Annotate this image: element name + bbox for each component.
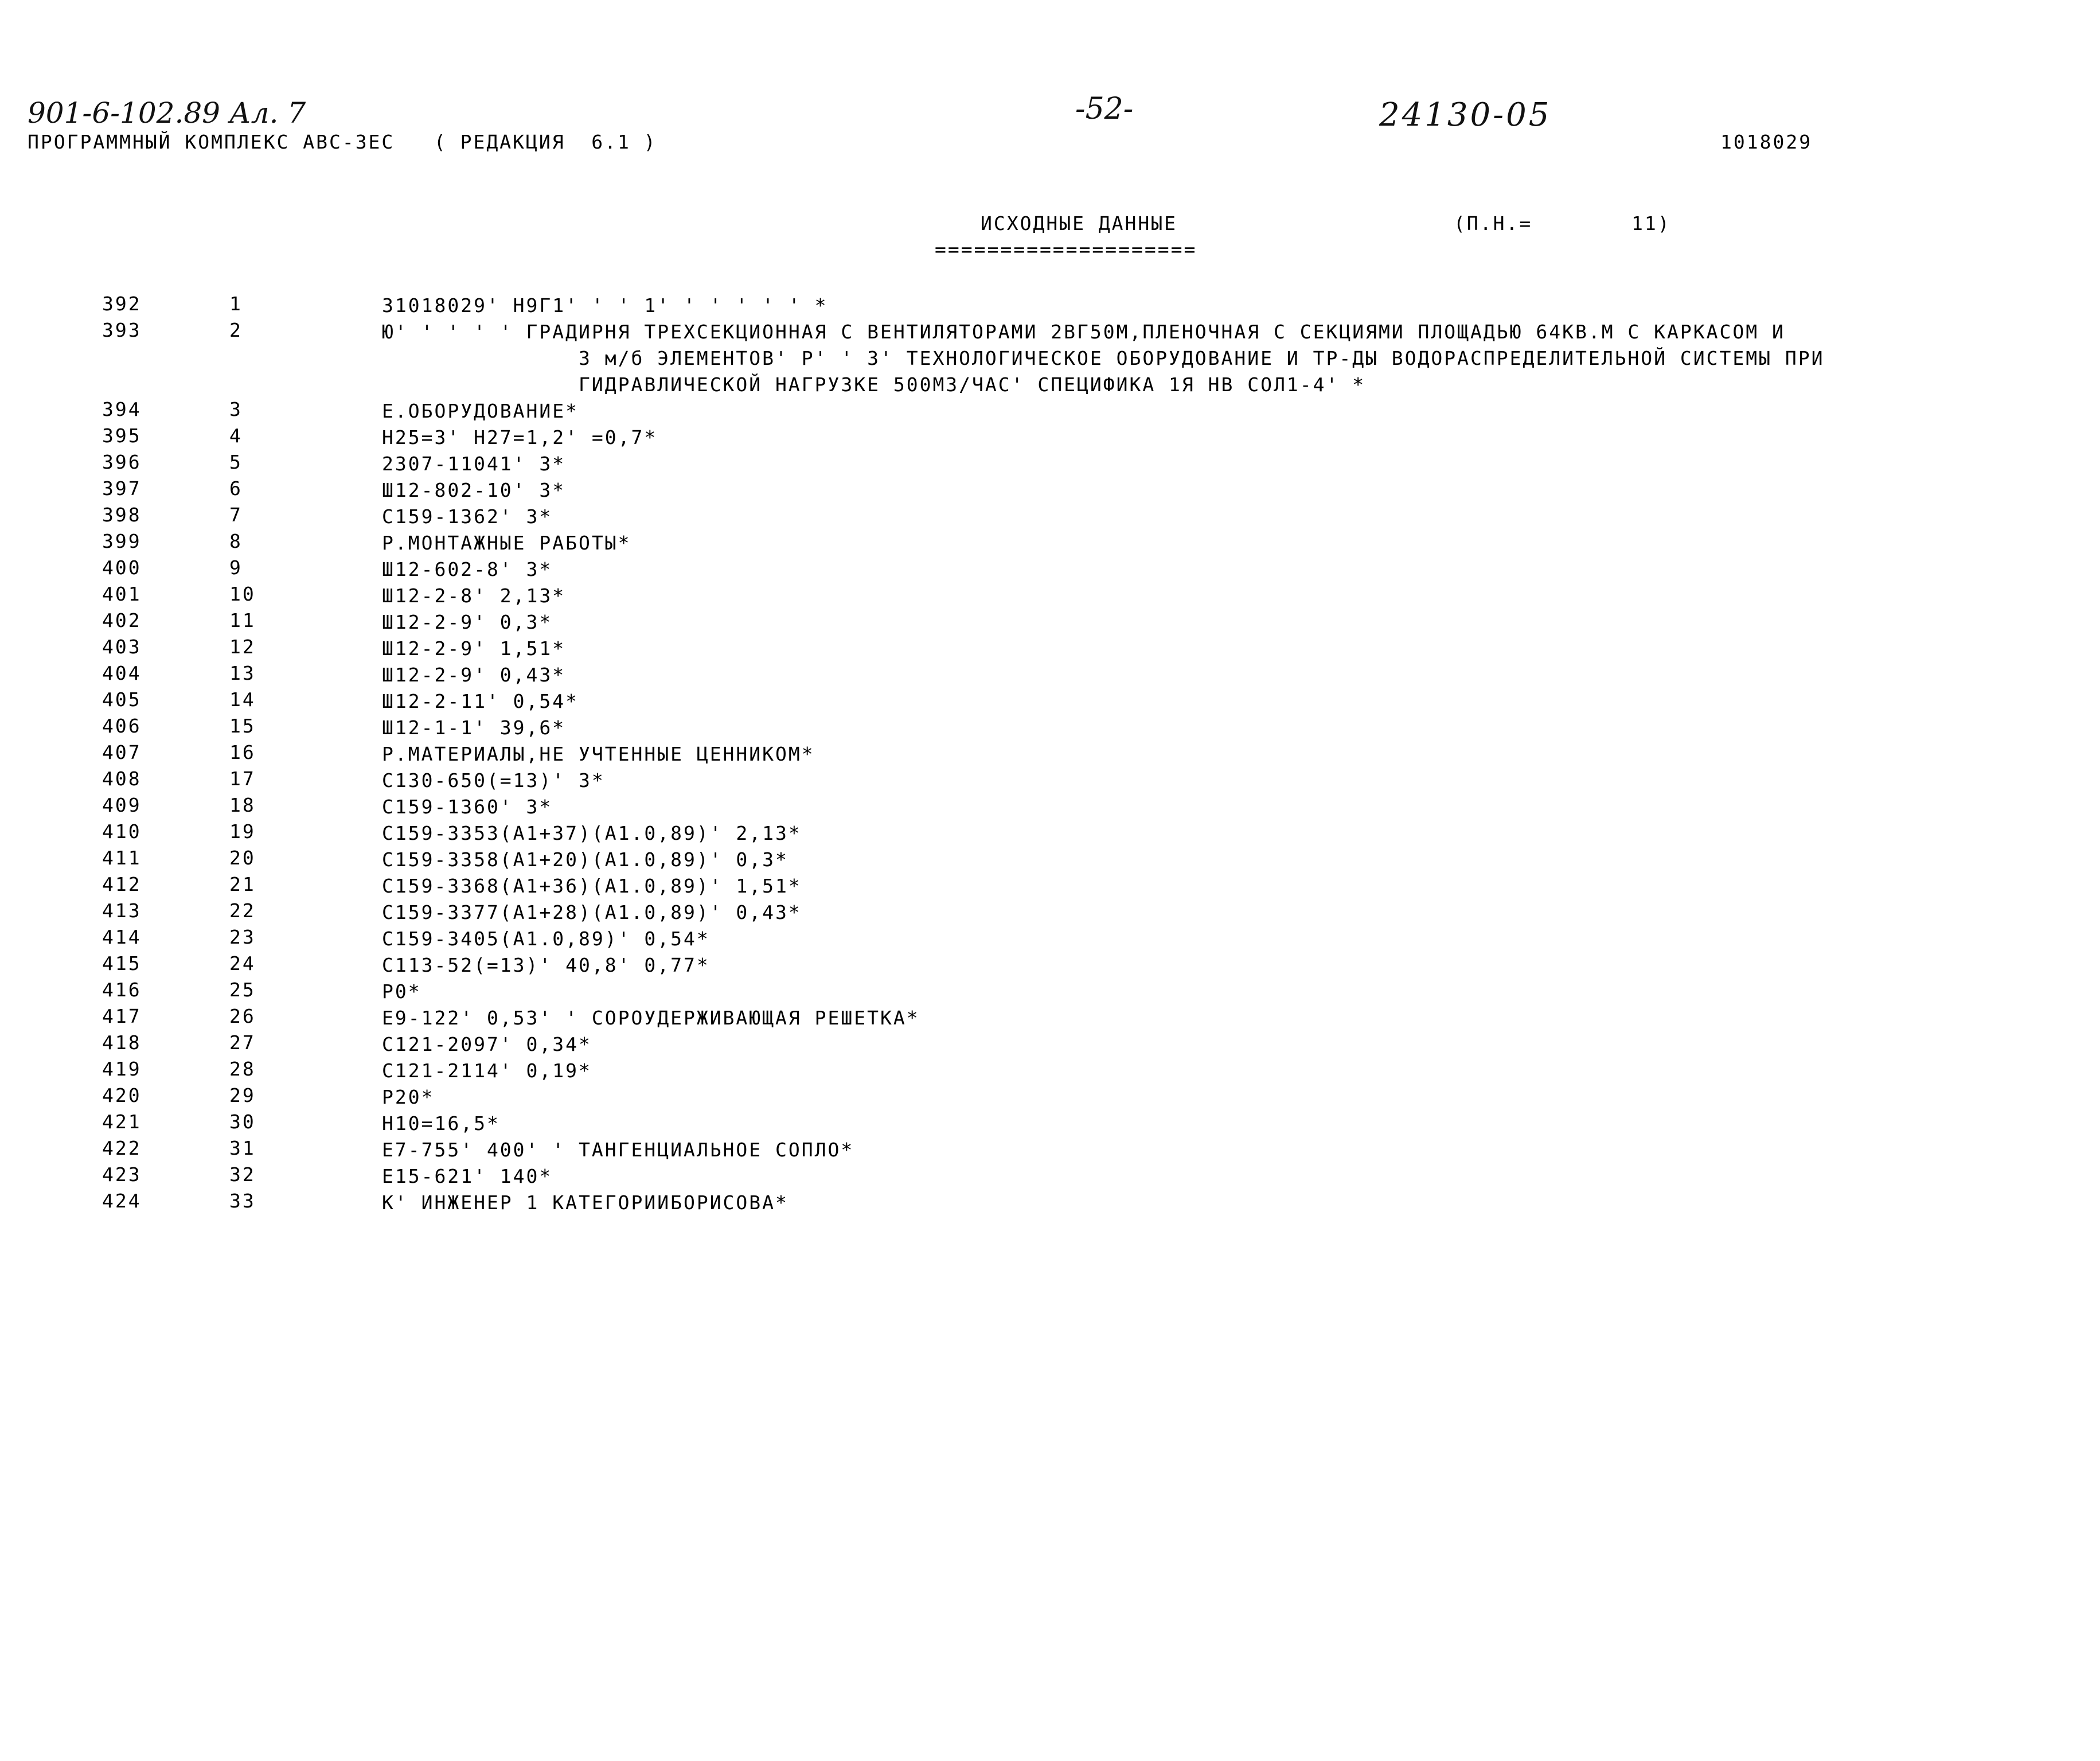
line-number: 393	[102, 319, 142, 341]
line-number: 413	[102, 899, 142, 922]
record-text: Н25=3' Н27=1,2' =0,7*	[382, 426, 658, 449]
line-number: 412	[102, 873, 142, 895]
record-text: Е.ОБОРУДОВАНИЕ*	[382, 400, 579, 422]
sequence-number: 21	[229, 873, 256, 895]
record-text: С159-1360' 3*	[382, 796, 553, 818]
line-number: 415	[102, 952, 142, 975]
record-text: Ш12-1-1' 39,6*	[382, 716, 566, 739]
record-text: Н10=16,5*	[382, 1112, 500, 1135]
line-number: 397	[102, 477, 142, 500]
line-number: 392	[102, 293, 142, 315]
sequence-number: 29	[229, 1084, 256, 1107]
listing-row	[0, 398, 2100, 424]
sequence-number: 8	[229, 530, 243, 552]
sequence-number: 19	[229, 820, 256, 843]
record-text: С159-3405(А1.0,89)' 0,54*	[382, 928, 710, 950]
line-number: 396	[102, 451, 142, 473]
listing-row	[0, 820, 2100, 847]
sequence-number: 11	[229, 609, 256, 632]
sequence-number: 18	[229, 794, 256, 816]
sequence-number: 14	[229, 688, 256, 711]
line-number: 423	[102, 1163, 142, 1186]
line-number: 422	[102, 1137, 142, 1159]
listing-row	[0, 609, 2100, 636]
sequence-number: 23	[229, 926, 256, 948]
line-number: 408	[102, 767, 142, 790]
listing-row	[0, 794, 2100, 820]
record-text: К' ИНЖЕНЕР 1 КАТЕГОРИИБОРИСОВА*	[382, 1191, 789, 1214]
sequence-number: 26	[229, 1005, 256, 1027]
listing-row	[0, 530, 2100, 556]
listing-row	[0, 1111, 2100, 1137]
line-number: 404	[102, 662, 142, 684]
record-text: Е9-122' 0,53' ' СОРОУДЕРЖИВАЮЩАЯ РЕШЕТКА*	[382, 1007, 920, 1029]
record-text: Ш12-2-9' 1,51*	[382, 637, 566, 660]
line-number: 417	[102, 1005, 142, 1027]
listing-row	[0, 319, 2100, 398]
param-value: 11)	[1631, 212, 1671, 235]
listing-row	[0, 556, 2100, 583]
record-text: С130-650(=13)' 3*	[382, 769, 605, 792]
listing-row	[0, 1137, 2100, 1163]
record-text: С159-3377(А1+28)(А1.0,89)' 0,43*	[382, 901, 802, 924]
listing-row	[0, 1190, 2100, 1216]
sequence-number: 20	[229, 847, 256, 869]
record-text: Ш12-2-9' 0,3*	[382, 611, 553, 633]
line-number: 424	[102, 1190, 142, 1212]
sequence-number: 10	[229, 583, 256, 605]
sequence-number: 17	[229, 767, 256, 790]
listing-row	[0, 899, 2100, 926]
record-text: С159-1362' 3*	[382, 505, 553, 528]
page-number: -52-	[1075, 92, 1134, 126]
listing-row	[0, 688, 2100, 715]
record-text: Е15-621' 140*	[382, 1165, 553, 1187]
listing-row	[0, 1031, 2100, 1058]
listing-row	[0, 1058, 2100, 1084]
sequence-number: 6	[229, 477, 243, 500]
sequence-number: 24	[229, 952, 256, 975]
title-underline: ====================	[935, 238, 1197, 260]
line-number: 400	[102, 556, 142, 579]
param-label: (П.Н.=	[1454, 212, 1533, 235]
sequence-number: 12	[229, 636, 256, 658]
sequence-number: 32	[229, 1163, 256, 1186]
record-text: Ш12-2-9' 0,43*	[382, 664, 566, 686]
listing-row	[0, 926, 2100, 952]
line-number: 409	[102, 794, 142, 816]
record-text: Ю' ' ' ' ' ГРАДИРНЯ ТРЕХСЕКЦИОННАЯ С ВЕНТИЛЯТОРАМИ 2ВГ50М,ПЛЕНОЧНАЯ С СЕКЦИЯМИ ПЛОЩАДЬЮ 64КВ.М С КАРКАСОМ И 3 м/б ЭЛЕМЕНТОВ' Р' ' 3' ТЕХНОЛОГИЧЕСКОЕ ОБОРУДОВАНИЕ И ТР-ДЫ ВОДОРАСПРЕДЕЛИТЕЛЬНОЙ СИСТЕМЫ ПРИ ГИДРАВЛИЧЕСКОЙ НАГРУЗКЕ 500М3/ЧАС' СПЕЦИФИКА 1Я НВ СОЛ1-4' *	[382, 321, 1825, 396]
listing-row	[0, 636, 2100, 662]
sequence-number: 16	[229, 741, 256, 763]
sequence-number: 3	[229, 398, 243, 420]
listing-row	[0, 477, 2100, 504]
line-number: 405	[102, 688, 142, 711]
line-number: 398	[102, 504, 142, 526]
line-number: 407	[102, 741, 142, 763]
listing-row	[0, 1005, 2100, 1031]
sequence-number: 30	[229, 1111, 256, 1133]
line-number: 416	[102, 979, 142, 1001]
sequence-number: 9	[229, 556, 243, 579]
listing-row	[0, 504, 2100, 530]
line-number: 406	[102, 715, 142, 737]
sequence-number: 4	[229, 424, 243, 447]
line-number: 418	[102, 1031, 142, 1054]
section-title: ИСХОДНЫЕ ДАННЫЕ	[981, 212, 1178, 235]
listing-row	[0, 293, 2100, 319]
record-text: 31018029' Н9Г1' ' ' 1' ' ' ' ' ' *	[382, 294, 828, 317]
listing-row	[0, 451, 2100, 477]
sequence-number: 1	[229, 293, 243, 315]
record-text: Р.МОНТАЖНЫЕ РАБОТЫ*	[382, 532, 631, 554]
record-text: Р0*	[382, 980, 421, 1003]
listing-row	[0, 583, 2100, 609]
sequence-number: 22	[229, 899, 256, 922]
listing-row	[0, 662, 2100, 688]
record-text: Ш12-2-11' 0,54*	[382, 690, 579, 712]
sequence-number: 13	[229, 662, 256, 684]
listing	[0, 293, 2100, 1216]
document-code: 901-6-102.89 Ал. 7	[28, 96, 306, 130]
sequence-number: 33	[229, 1190, 256, 1212]
record-text: Р.МАТЕРИАЛЫ,НЕ УЧТЕННЫЕ ЦЕННИКОМ*	[382, 743, 815, 765]
listing-row	[0, 715, 2100, 741]
sequence-number: 31	[229, 1137, 256, 1159]
document-number: 24130-05	[1379, 96, 1552, 134]
sequence-number: 27	[229, 1031, 256, 1054]
line-number: 402	[102, 609, 142, 632]
sequence-number: 7	[229, 504, 243, 526]
record-text: Ш12-802-10' 3*	[382, 479, 566, 501]
sequence-number: 28	[229, 1058, 256, 1080]
record-text: Ш12-2-8' 2,13*	[382, 585, 566, 607]
record-text: С113-52(=13)' 40,8' 0,77*	[382, 954, 710, 976]
listing-row	[0, 424, 2100, 451]
listing-row	[0, 979, 2100, 1005]
line-number: 394	[102, 398, 142, 420]
line-number: 414	[102, 926, 142, 948]
record-text: С159-3368(А1+36)(А1.0,89)' 1,51*	[382, 875, 802, 897]
line-number: 419	[102, 1058, 142, 1080]
line-number: 399	[102, 530, 142, 552]
line-number: 395	[102, 424, 142, 447]
record-text: Ш12-602-8' 3*	[382, 558, 553, 580]
listing-row	[0, 767, 2100, 794]
record-text: 2307-11041' 3*	[382, 453, 566, 475]
line-number: 421	[102, 1111, 142, 1133]
listing-row	[0, 741, 2100, 767]
line-number: 411	[102, 847, 142, 869]
line-number: 403	[102, 636, 142, 658]
line-number: 410	[102, 820, 142, 843]
sheet-code: 1018029	[1720, 131, 1813, 153]
record-text: С159-3353(А1+37)(А1.0,89)' 2,13*	[382, 822, 802, 844]
sequence-number: 15	[229, 715, 256, 737]
record-text: С159-3358(А1+20)(А1.0,89)' 0,3*	[382, 848, 789, 871]
listing-row	[0, 873, 2100, 899]
record-text: Е7-755' 400' ' ТАНГЕНЦИАЛЬНОЕ СОПЛО*	[382, 1139, 854, 1161]
listing-row	[0, 952, 2100, 979]
sequence-number: 5	[229, 451, 243, 473]
record-text: С121-2114' 0,19*	[382, 1059, 592, 1082]
listing-row	[0, 1163, 2100, 1190]
listing-row	[0, 847, 2100, 873]
line-number: 420	[102, 1084, 142, 1107]
sequence-number: 25	[229, 979, 256, 1001]
program-name: ПРОГРАММНЫЙ КОМПЛЕКС АВС-3ЕС ( РЕДАКЦИЯ 6.1 )	[28, 131, 657, 153]
record-text: Р20*	[382, 1086, 435, 1108]
line-number: 401	[102, 583, 142, 605]
listing-row	[0, 1084, 2100, 1111]
record-text: С121-2097' 0,34*	[382, 1033, 592, 1055]
sequence-number: 2	[229, 319, 243, 341]
